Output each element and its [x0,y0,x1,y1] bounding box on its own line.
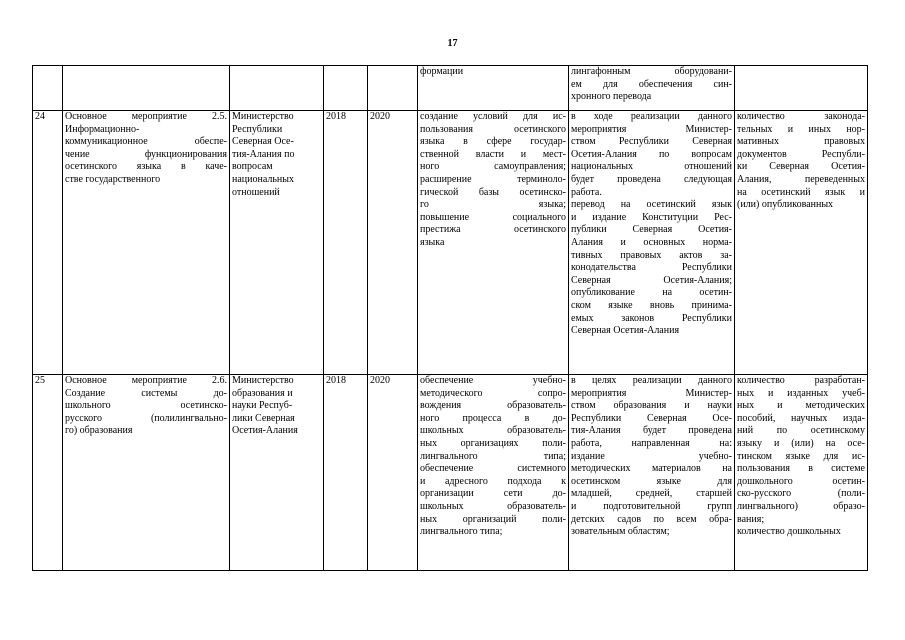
cell-line: тия-Алания по [232,148,295,160]
cell-line: мероприятия Министер- [571,387,732,399]
event-name-cell [63,375,230,571]
start-year-cell: 2018 [324,375,368,571]
cell-line: мероприятия Министер- [571,123,732,135]
cell-line: школьных образователь- [420,500,566,512]
cell-line: тия-Алания будет проведена [571,425,732,437]
cell-line: Республики Северная Осе- [571,412,732,424]
cell-line: языка в сфере государ- [420,136,566,148]
cell-line: национальных [232,173,294,185]
cell-line: вождения образователь- [420,400,566,412]
cell-line: Алания и основных норма- [571,236,732,248]
cell-line: количество законода- [737,111,865,122]
cell-line: коммуникационное обеспе- [65,136,227,148]
cell-line: расширение терминоло- [420,173,566,185]
cell-line: документов Республи- [737,148,865,160]
cell-line: Информационно- [65,123,140,135]
cell-line: зовательным областям; [571,526,670,538]
cell-line: детских садов по всем обра- [571,513,732,525]
cell-line: опубликование на осетин- [571,287,732,299]
cell-line: повышение социального [420,211,566,223]
cell-line: лингвального типа; [420,450,566,462]
cell-line: Министерство [232,111,294,122]
actions-cell [569,111,735,375]
cell-line: Основное мероприятие 2.5. [65,111,227,122]
cell-line: работа. [571,186,602,198]
indicator-cell [735,375,868,571]
cell-line: методических материалов на [571,463,732,475]
cell-line: ством Республики Северная [571,136,732,148]
cell-num [33,66,63,111]
cell-line: тинском языке для ис- [737,450,865,462]
cell-line: осетинском языке для [571,475,732,487]
cell-line: количество дошкольных [737,526,841,538]
cell-line: конодательства Республики [571,262,732,274]
cell-line: престижа осетинского [420,224,566,236]
executor-cell [230,375,324,571]
cell-line: организации сети до- [420,488,566,500]
cell-line: в ходе реализации данного [571,111,732,122]
cell-line: лингвального типа; [420,526,503,538]
cell-line: ско-русского (поли- [737,488,865,500]
cell-line: количество разработан- [737,375,865,386]
cell-line: хронного перевода [571,91,652,103]
cell-line: ском языке вновь принима- [571,299,732,311]
cell-line: образования и [232,387,293,399]
start-year-cell: 2018 [324,111,368,375]
cell-line: Республики [232,123,283,135]
cell-line: русского (полилингвально- [65,412,227,424]
cell-line: ного процесса в до- [420,412,566,424]
actions-cell [569,375,735,571]
cell-line: языка [420,236,445,248]
cell-indicator [735,66,868,111]
cell-line: школьных образователь- [420,425,566,437]
cell-actions [569,66,735,111]
cell-line: ных и методических [737,400,865,412]
end-year-cell: 2020 [368,111,418,375]
cell-line: стве государственного [65,173,161,185]
cell-start [324,66,368,111]
cell-line: перевод на осетинский язык [571,199,732,211]
cell-line: ем для обеспечения син- [571,78,732,90]
cell-line: будет проведена следующая [571,173,732,185]
cell-line: Основное мероприятие 2.6. [65,375,227,386]
table-row [33,111,868,375]
cell-line: школьного осетинско- [65,400,227,412]
cell-line: пользования осетинского [420,123,566,135]
cell-line: гической базы осетинско- [420,186,566,198]
cell-line: осетинского языка в каче- [65,161,227,173]
cell-line: ного самоуправления; [420,161,566,173]
cell-line: емых законов Республики [571,312,732,324]
executor-cell [230,111,324,375]
cell-line: работа, направленная на: [571,437,732,449]
cell-line: лингвального) образо- [737,500,865,512]
cell-end [368,66,418,111]
expected-result-cell [418,375,569,571]
cell-line: ных и изданных учеб- [737,387,865,399]
cell-line: и издание Конституции Рес- [571,211,732,223]
cell-line: вания; [737,513,765,525]
cell-line: лингафонным оборудовани- [571,66,732,77]
cell-line: (или) опубликованных [737,199,834,211]
cell-line: языку и (или) на осе- [737,437,865,449]
row-number: 24 [33,111,63,375]
cell-line: обеспечение учебно- [420,375,566,386]
cell-line: Северная Осе- [232,136,294,148]
cell-line: го языка; [420,199,566,211]
cell-line: Алания, переведенных [737,173,865,185]
cell-line: на осетинский язык и [737,186,865,198]
cell-result [418,66,569,111]
expected-result-cell [418,111,569,375]
event-name-cell [63,111,230,375]
cell-line: и подготовительной групп [571,500,732,512]
cell-event [63,66,230,111]
cell-line: методического сопро- [420,387,566,399]
table-row [33,375,868,571]
cell-line: обеспечение системного [420,463,566,475]
cell-line: Создание системы до- [65,387,227,399]
cell-line: вопросам [232,161,273,173]
cell-line: формации [420,66,464,77]
cell-line: Министерство [232,375,294,386]
cell-line: отношений [232,186,280,198]
cell-line: создание условий для ис- [420,111,566,122]
cell-line: младшей, средней, старшей [571,488,732,500]
cell-executor [230,66,324,111]
cell-line: дошкольного осетин- [737,475,865,487]
cell-line: науки Респуб- [232,400,293,412]
cell-line: Осетия-Алания [232,425,298,437]
cell-line: тивных правовых актов за- [571,249,732,261]
cell-line: ний по осетинскому [737,425,865,437]
cell-line: Северная Осетия-Алания [571,325,680,337]
cell-line: национальных отношений [571,161,732,173]
continuation-row [33,66,868,111]
cell-line: го) образования [65,425,133,437]
indicator-cell [735,111,868,375]
cell-line: мативных правовых [737,136,865,148]
row-number: 25 [33,375,63,571]
cell-line: пользования в системе [737,463,865,475]
cell-line: Осетия-Алания по вопросам [571,148,732,160]
cell-line: и адресного подхода к [420,475,566,487]
cell-line: издание учебно- [571,450,732,462]
cell-line: ством образования и науки [571,400,732,412]
program-activities-table [32,65,868,571]
cell-line: тельных и иных нор- [737,123,865,135]
cell-line: ных организаций поли- [420,513,566,525]
page-number: 17 [447,38,458,49]
cell-line: ки Северная Осетия- [737,161,865,173]
cell-line: ственной власти и мест- [420,148,566,160]
cell-line: лики Северная [232,412,295,424]
cell-line: в целях реализации данного [571,375,732,386]
cell-line: публики Северная Осетия- [571,224,732,236]
cell-line: Северная Осетия-Алания; [571,274,732,286]
cell-line: чение функционирования [65,148,227,160]
cell-line: пособий, научных изда- [737,412,865,424]
end-year-cell: 2020 [368,375,418,571]
cell-line: ных организациях поли- [420,437,566,449]
